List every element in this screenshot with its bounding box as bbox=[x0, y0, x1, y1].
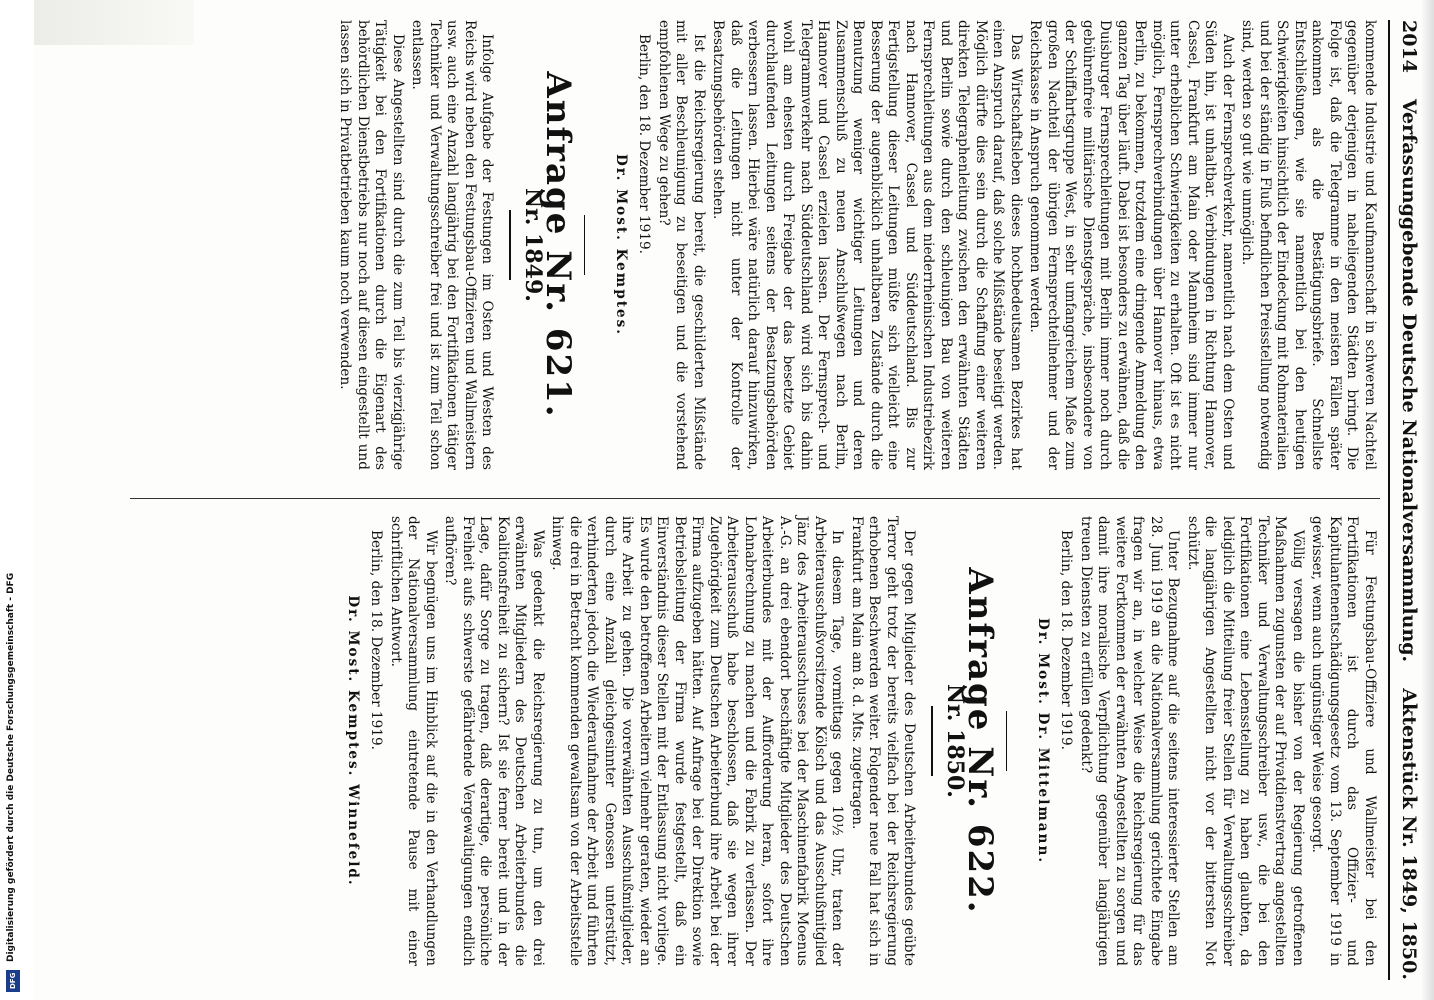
paragraph: kommende Industrie und Kaufmannschaft in schweren Nachteil gegenüber derjenigen in naheliegenden Städten bringt. Die Folge ist, daß die Telegramme in den meisten Fällen später ankommen als die Bestätigungsbriefe. Schnellste Entschließungen, wie sie namentlich bei den heutigen Schwierigkeiten hinsichtlich der Eindeckung mit Rohmaterialien und bei der ständig in Fluß befindlichen Preisstellung notwendig sind, werden so gut wie unmöglich. bbox=[1239, 20, 1378, 470]
signers: Dr. Most. Kemptes. bbox=[613, 153, 629, 337]
footer-credit: Digitalisierung gefördert durch die Deutsche Forschungsgemeinschaft - DFG bbox=[6, 572, 16, 962]
header-rule bbox=[1388, 20, 1390, 980]
paragraph: In diesem Tage, vormittags gegen 10½ Uhr, traten der Arbeiterausschußvorsitzende Kölsch und das Ausschußmitglied Jänz des Arbeiterausschusses bei der Maschinenfabrik Moenus A.-G. an drei ebendort beschäftigte Mitglieder des Deutschen Arbeiterbundes mit der Aufforderung heran, sofort ihre Lohnabrechnung zu machen und die Fabrik zu verlassen. Der Arbeiterausschuß habe beschlossen, daß sie wegen ihrer Zugehörigkeit zum Deutschen Arbeiterbund ihre Arbeit bei der Firma aufzugeben hätten. Auf Anfrage bei der Direktion sowie Betriebsleitung der Firma wurde festgestellt, daß ein Einverständnis dieser Stellen mit der Entlassung nicht vorliege. Es wurde den betroffenen Arbeitern vielmehr geraten, wieder an ihre Arbeit zu gehen. Die vorerwähnten Ausschußmitglieder, durch eine Anzahl gleichgesinnter Genossen unterstützt, verhinderten jedoch die Wiederaufnahme der Arbeit und führten die drei in Betracht kommenden gewaltsam von der Arbeitsstelle hinweg. bbox=[549, 516, 846, 966]
dateline: Berlin, den 18. Dezember 1919. bbox=[636, 34, 653, 254]
paragraph: Wir begnügen uns im Hinblick auf die in den Verhandlungen der Nationalversammlung eintretende Pause mit einer schriftlichen Antwort. bbox=[388, 516, 439, 966]
paragraph: Diese Angestellten sind durch die zum Teil bis vierzigjährige Tätigkeit bei den Fortifikationen durch die Eigenart des behördlichen Dienstbetriebs nur noch auf diesen eingestellt und lassen sich in Privatbetrieben kaum noch verwenden. bbox=[337, 20, 406, 470]
document-number: Nr. 1849. bbox=[520, 188, 546, 302]
paragraph: Völlig versagen die bisher von der Regierung getroffenen Maßnahmen zugunsten der auf Privatdienstvertrag angestellten Techniker und Verwaltungsschreiber usw., die bei den Fortifikationen eine Lebensstellung zu haben glaubten, da lediglich die Mitteilung freier Stellen für Verwaltungsschreiber die langjährigen Angestellten nicht vor der bittersten Not schützt. bbox=[1185, 516, 1306, 966]
section-rule bbox=[585, 215, 586, 275]
paragraph: Was gedenkt die Reichsregierung zu tun, um den drei erwähnten Mitgliedern des Deutschen Arbeiterbundes die Koalitionsfreiheit zu sichern? Ist sie ferner bereit und in der Lage, dafür Sorge zu tragen, daß derartige, die persönliche Freiheit aufs schwerste gefährdende Vergewaltigungen endlich aufhören? bbox=[442, 516, 546, 966]
dfg-logo-icon: DFG bbox=[6, 970, 20, 992]
heading-rule bbox=[932, 706, 934, 776]
paragraph: Auch der Fernsprechverkehr, namentlich nach dem Osten und Süden hin, ist unhaltbar. Verbindungen in Richtung Hannover, Cassel, Frankfurt am Main oder Mannheim sind immer nur unter erheblichen Schwierigkeiten zu erhalten. Oft ist es nicht möglich, Fernsprechverbindungen über Hannover hinaus, etwa Berlin, zu bekommen, trotzdem eine dringende Anmeldung den ganzen Tag über läuft. Dabei ist besonders zu erwähnen, daß die Duisburger Fernsprechleitungen mit Berlin immer noch durch gebührenfreie militärische Dienstgespräche, insbesondere von der Schiffahrtsgruppe West, in sehr umfangreichem Maße zum großen Nachteil der übrigen Fernsprechteilnehmer und der Reichskasse in Anspruch genommen werden. bbox=[1027, 20, 1236, 470]
page-header bbox=[1394, 20, 1424, 980]
paragraph: Das Wirtschaftsleben dieses hochbedeutsamen Bezirkes hat einen Anspruch darauf, daß solche Mißstände beseitigt werden. Möglich dürfte dies sein durch die Schaffung einer weiteren direkten Telegraphenleitung zwischen den erwähnten Städten und Berlin sowie durch den schleunigen Bau von weiteren Fernsprechleitungen aus dem niederrheinischen Industriebezirk nach Hannover, Cassel und Süddeutschland. Bis zur Fertigstellung dieser Leitungen müßte sich vielleicht eine Besserung der augenblicklich unhaltbaren Zustände durch die Benutzung weniger wichtiger Leitungen und deren Zusammenschluß zu neuen Anschlußwegen nach Berlin, Hannover und Cassel erzielen lassen. Der Fernsprech- und Telegrammverkehr nach Süddeutschland wird sich bis dahin wohl am ehesten durch Freigabe der das besetzte Gebiet durchlaufenden Leitungen seitens der Besatzungsbehörden verbessern lassen. Hierbei wäre natürlich darauf hinzuwirken, daß die Leitungen nicht unter der Kontrolle der Besatzungsbehörden stehen. bbox=[710, 20, 1024, 470]
anfrage-heading: Anfrage Nr. 621. bbox=[538, 71, 579, 419]
paragraph: Unter Bezugnahme auf die seitens interessierter Stellen am 28. Juni 1919 an die Nationalversammlung gerichtete Eingabe fragen wir an, in welcher Weise die Reichsregierung für das weitere Fortkommen der erwähnten Angestellten zu sorgen und damit ihre moralische Verpflichtung gegenüber langjährigen treuen Diensten zu erfüllen gedenkt? bbox=[1078, 516, 1182, 966]
paragraph: Ist die Reichsregierung bereit, die geschilderten Mißstände mit aller Beschleunigung zu beseitigen und die vorstehend empfohlenen Wege zu gehen? bbox=[656, 20, 707, 470]
rotated-page-content bbox=[104, 20, 1424, 1000]
scanned-page bbox=[34, 0, 1434, 1000]
left-column bbox=[334, 20, 1378, 470]
anfrage-heading: Anfrage Nr. 622. bbox=[960, 567, 1001, 915]
paragraph: Der gegen Mitglieder des Deutschen Arbeiterbundes geübte Terror geht trotz der bereits vielfach bei der Reichsregierung erhobenen Beschwerden weiter. Folgender neue Fall hat sich in Frankfurt am Main am 8. d. Mts. zugetragen. bbox=[849, 516, 918, 966]
signers: Dr. Most. Kemptes. Winnefeld. bbox=[345, 595, 361, 887]
page-title: Verfassunggebende Deutsche Nationalversammlung. bbox=[1398, 99, 1420, 663]
document-number: Nr. 1850. bbox=[942, 684, 968, 798]
digitization-footer bbox=[6, 12, 20, 992]
page-number: 2014 bbox=[1398, 20, 1420, 73]
dateline: Berlin, den 18. Dezember 1919. bbox=[368, 530, 385, 750]
paragraph: Für Festungsbau-Offiziere und Wallmeister bei den Fortifikationen ist durch das Offizier- und Kapitulantenentschädigungsgesetz vom 13. September 1919 in gewisser, wenn auch ungünstiger Weise gesorgt. bbox=[1309, 516, 1378, 966]
section-rule bbox=[1007, 711, 1008, 771]
heading-rule bbox=[510, 210, 512, 280]
paragraph: Infolge Aufgabe der Festungen im Osten und Westen des Reichs wird neben den Festungsbau-Offizieren und Wallmeistern usw. auch eine Anzahl langjährig bei den Fortifikationen tätiger Techniker und Verwaltungsschreiber frei und ist zum Teil schon entlassen. bbox=[409, 20, 496, 470]
right-column bbox=[340, 516, 1379, 966]
column-divider bbox=[130, 498, 1380, 499]
dateline: Berlin, den 18. Dezember 1919. bbox=[1058, 530, 1075, 750]
signers: Dr. Most. Dr. Mittelmann. bbox=[1035, 617, 1051, 865]
aktenstueck-label: Aktenstück Nr. 1849, 1850. bbox=[1398, 688, 1420, 980]
